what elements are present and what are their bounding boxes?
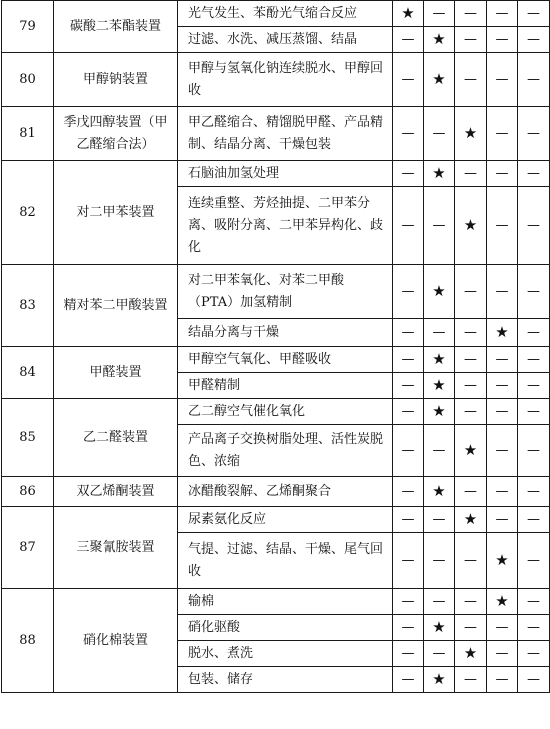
process-step: 硝化驱酸: [178, 615, 393, 641]
mark-cell: [393, 667, 424, 693]
dash-mark: —: [495, 217, 509, 233]
mark-cell: [487, 425, 518, 477]
dash-mark: —: [495, 125, 509, 141]
dash-mark: —: [432, 217, 446, 233]
mark-cell: [518, 53, 550, 107]
dash-mark: —: [495, 511, 509, 527]
mark-cell: [455, 265, 487, 319]
dash-mark: —: [527, 442, 540, 458]
row-number: 85: [2, 399, 54, 477]
mark-cell: [518, 347, 550, 373]
process-step: 冰醋酸裂解、乙烯酮聚合: [178, 477, 393, 507]
dash-mark: —: [401, 645, 415, 661]
dash-mark: —: [495, 483, 509, 499]
mark-cell: [424, 107, 455, 161]
dash-mark: —: [527, 403, 540, 419]
dash-mark: —: [401, 351, 415, 367]
dash-mark: —: [432, 324, 446, 340]
star-icon: ★: [432, 29, 446, 48]
mark-cell: [487, 347, 518, 373]
mark-cell: [455, 507, 487, 533]
mark-cell: [518, 161, 550, 187]
dash-mark: —: [401, 483, 415, 499]
mark-cell: [518, 265, 550, 319]
mark-cell: [487, 641, 518, 667]
unit-name: 精对苯二甲酸装置: [54, 265, 178, 347]
dash-mark: —: [464, 324, 477, 340]
mark-cell: [424, 373, 455, 399]
mark-cell: [518, 1, 550, 27]
mark-cell: [487, 161, 518, 187]
process-step: 对二甲苯氧化、对苯二甲酸（PTA）加氢精制: [178, 265, 393, 319]
dash-mark: —: [527, 125, 540, 141]
dash-mark: —: [527, 619, 540, 635]
mark-cell: [487, 589, 518, 615]
dash-mark: —: [495, 442, 509, 458]
star-icon: ★: [432, 669, 446, 688]
star-icon: ★: [432, 69, 446, 88]
process-step: 连续重整、芳烃抽提、二甲苯分离、吸附分离、二甲苯异构化、歧化: [178, 187, 393, 265]
mark-cell: [455, 53, 487, 107]
mark-cell: [455, 667, 487, 693]
process-step: 产品离子交换树脂处理、活性炭脱色、浓缩: [178, 425, 393, 477]
table-row: [2, 161, 550, 187]
dash-mark: —: [495, 403, 509, 419]
mark-cell: [455, 641, 487, 667]
row-number: 82: [2, 161, 54, 265]
mark-cell: [518, 477, 550, 507]
mark-cell: [393, 319, 424, 347]
mark-cell: [424, 641, 455, 667]
process-step: 甲醛精制: [178, 373, 393, 399]
row-number: 79: [2, 1, 54, 53]
unit-name: 甲醇钠装置: [54, 53, 178, 107]
mark-cell: [393, 589, 424, 615]
dash-mark: —: [495, 671, 509, 687]
table-row: [2, 347, 550, 373]
unit-name: 双乙烯酮装置: [54, 477, 178, 507]
dash-mark: —: [432, 511, 446, 527]
row-number: 88: [2, 589, 54, 693]
dash-mark: —: [432, 593, 446, 609]
dash-mark: —: [432, 5, 446, 21]
process-step: 脱水、煮洗: [178, 641, 393, 667]
mark-cell: [393, 161, 424, 187]
dash-mark: —: [495, 619, 509, 635]
dash-mark: —: [464, 377, 477, 393]
mark-cell: [424, 425, 455, 477]
mark-cell: [393, 347, 424, 373]
dash-mark: —: [527, 71, 540, 87]
star-icon: ★: [432, 617, 446, 636]
mark-cell: [518, 425, 550, 477]
dash-mark: —: [527, 593, 540, 609]
star-icon: ★: [463, 509, 478, 528]
dash-mark: —: [464, 5, 477, 21]
mark-cell: [487, 27, 518, 53]
process-step: 气提、过滤、结晶、干燥、尾气回收: [178, 533, 393, 589]
mark-cell: [455, 161, 487, 187]
star-icon: ★: [432, 349, 446, 368]
dash-mark: —: [401, 71, 415, 87]
mark-cell: [487, 667, 518, 693]
mark-cell: [424, 399, 455, 425]
table-row: [2, 477, 550, 507]
dash-mark: —: [527, 351, 540, 367]
dash-mark: —: [464, 552, 477, 568]
mark-cell: [518, 27, 550, 53]
star-icon: ★: [495, 591, 509, 610]
mark-cell: [487, 187, 518, 265]
dash-mark: —: [527, 31, 540, 47]
mark-cell: [518, 507, 550, 533]
dash-mark: —: [432, 125, 446, 141]
process-step: 尿素氨化反应: [178, 507, 393, 533]
mark-cell: [487, 399, 518, 425]
mark-cell: [393, 107, 424, 161]
row-number: 87: [2, 507, 54, 589]
mark-cell: [487, 507, 518, 533]
dash-mark: —: [527, 483, 540, 499]
process-step: 输棉: [178, 589, 393, 615]
mark-cell: [518, 533, 550, 589]
process-step: 乙二醇空气催化氧化: [178, 399, 393, 425]
dash-mark: —: [432, 442, 446, 458]
mark-cell: [393, 615, 424, 641]
mark-cell: [393, 507, 424, 533]
table-row: [2, 53, 550, 107]
star-icon: ★: [432, 163, 446, 182]
unit-name: 对二甲苯装置: [54, 161, 178, 265]
mark-cell: [424, 507, 455, 533]
dash-mark: —: [495, 165, 509, 181]
mark-cell: [424, 319, 455, 347]
table-row: [2, 265, 550, 319]
mark-cell: [393, 1, 424, 27]
mark-cell: [487, 107, 518, 161]
mark-cell: [424, 27, 455, 53]
dash-mark: —: [495, 377, 509, 393]
mark-cell: [455, 27, 487, 53]
unit-name: 三聚氰胺装置: [54, 507, 178, 589]
process-step: 甲醇与氢氧化钠连续脱水、甲醇回收: [178, 53, 393, 107]
mark-cell: [455, 399, 487, 425]
mark-cell: [455, 425, 487, 477]
dash-mark: —: [401, 442, 415, 458]
mark-cell: [455, 477, 487, 507]
mark-cell: [518, 399, 550, 425]
unit-name: 甲醛装置: [54, 347, 178, 399]
mark-cell: [393, 425, 424, 477]
mark-cell: [455, 533, 487, 589]
mark-cell: [424, 589, 455, 615]
star-icon: ★: [432, 401, 446, 420]
dash-mark: —: [527, 552, 540, 568]
dash-mark: —: [401, 671, 415, 687]
dash-mark: —: [464, 671, 477, 687]
mark-cell: [487, 265, 518, 319]
unit-name: 季戊四醇装置（甲乙醛缩合法）: [54, 107, 178, 161]
star-icon: ★: [463, 643, 478, 662]
dash-mark: —: [495, 283, 509, 299]
dash-mark: —: [527, 645, 540, 661]
mark-cell: [455, 615, 487, 641]
process-step: 结晶分离与干燥: [178, 319, 393, 347]
mark-cell: [455, 347, 487, 373]
mark-cell: [455, 589, 487, 615]
mark-cell: [424, 667, 455, 693]
row-number: 86: [2, 477, 54, 507]
table-row: [2, 107, 550, 161]
table-body: [2, 1, 550, 693]
process-step: 光气发生、苯酚光气缩合反应: [178, 1, 393, 27]
dash-mark: —: [464, 31, 477, 47]
row-number: 83: [2, 265, 54, 347]
mark-cell: [424, 615, 455, 641]
mark-cell: [455, 187, 487, 265]
mark-cell: [393, 477, 424, 507]
dash-mark: —: [401, 593, 415, 609]
star-icon: ★: [463, 215, 478, 234]
mark-cell: [393, 399, 424, 425]
star-icon: ★: [463, 440, 478, 459]
process-step: 包装、储存: [178, 667, 393, 693]
mark-cell: [455, 1, 487, 27]
mark-cell: [424, 1, 455, 27]
mark-cell: [487, 373, 518, 399]
dash-mark: —: [401, 619, 415, 635]
star-icon: ★: [495, 322, 509, 341]
dash-mark: —: [527, 283, 540, 299]
dash-mark: —: [464, 351, 477, 367]
mark-cell: [518, 187, 550, 265]
dash-mark: —: [401, 552, 415, 568]
dash-mark: —: [401, 324, 415, 340]
mark-cell: [455, 319, 487, 347]
mark-cell: [393, 265, 424, 319]
mark-cell: [393, 187, 424, 265]
mark-cell: [518, 641, 550, 667]
mark-cell: [424, 53, 455, 107]
dash-mark: —: [527, 324, 540, 340]
process-step: 甲乙醛缩合、精馏脱甲醛、产品精制、结晶分离、干燥包装: [178, 107, 393, 161]
dash-mark: —: [464, 593, 477, 609]
dash-mark: —: [527, 511, 540, 527]
process-step: 过滤、水洗、减压蒸馏、结晶: [178, 27, 393, 53]
dash-mark: —: [495, 31, 509, 47]
mark-cell: [518, 373, 550, 399]
dash-mark: —: [527, 217, 540, 233]
dash-mark: —: [401, 511, 415, 527]
table-row: [2, 399, 550, 425]
mark-cell: [487, 533, 518, 589]
process-step: 石脑油加氢处理: [178, 161, 393, 187]
dash-mark: —: [432, 645, 446, 661]
dash-mark: —: [464, 283, 477, 299]
process-step: 甲醇空气氧化、甲醛吸收: [178, 347, 393, 373]
dash-mark: —: [401, 403, 415, 419]
dash-mark: —: [495, 351, 509, 367]
dash-mark: —: [495, 5, 509, 21]
dash-mark: —: [527, 377, 540, 393]
dash-mark: —: [464, 403, 477, 419]
mark-cell: [455, 107, 487, 161]
mark-cell: [393, 53, 424, 107]
star-icon: ★: [432, 375, 446, 394]
dash-mark: —: [401, 165, 415, 181]
dash-mark: —: [495, 71, 509, 87]
dash-mark: —: [464, 483, 477, 499]
mark-cell: [518, 107, 550, 161]
mark-cell: [487, 477, 518, 507]
mark-cell: [424, 187, 455, 265]
mark-cell: [518, 589, 550, 615]
row-number: 84: [2, 347, 54, 399]
dash-mark: —: [401, 217, 415, 233]
table-row: [2, 507, 550, 533]
dash-mark: —: [464, 619, 477, 635]
mark-cell: [424, 477, 455, 507]
star-icon: ★: [401, 3, 415, 22]
mark-cell: [393, 373, 424, 399]
mark-cell: [424, 347, 455, 373]
dash-mark: —: [527, 5, 540, 21]
mark-cell: [424, 265, 455, 319]
mark-cell: [393, 27, 424, 53]
mark-cell: [487, 1, 518, 27]
unit-name: 乙二醛装置: [54, 399, 178, 477]
mark-cell: [424, 161, 455, 187]
row-number: 81: [2, 107, 54, 161]
mark-cell: [518, 615, 550, 641]
mark-cell: [518, 319, 550, 347]
dash-mark: —: [401, 125, 415, 141]
dash-mark: —: [464, 71, 477, 87]
dash-mark: —: [464, 165, 477, 181]
star-icon: ★: [432, 281, 446, 300]
dash-mark: —: [527, 671, 540, 687]
row-number: 80: [2, 53, 54, 107]
mark-cell: [487, 615, 518, 641]
mark-cell: [393, 641, 424, 667]
mark-cell: [393, 533, 424, 589]
mark-cell: [518, 667, 550, 693]
dash-mark: —: [495, 645, 509, 661]
dash-mark: —: [401, 31, 415, 47]
table-row: [2, 589, 550, 615]
table-row: [2, 1, 550, 27]
hazard-classification-table: [1, 0, 550, 693]
star-icon: ★: [495, 550, 509, 569]
mark-cell: [455, 373, 487, 399]
mark-cell: [487, 53, 518, 107]
dash-mark: —: [401, 283, 415, 299]
dash-mark: —: [401, 377, 415, 393]
star-icon: ★: [432, 481, 446, 500]
unit-name: 硝化棉装置: [54, 589, 178, 693]
mark-cell: [424, 533, 455, 589]
star-icon: ★: [463, 123, 478, 142]
dash-mark: —: [432, 552, 446, 568]
dash-mark: —: [527, 165, 540, 181]
unit-name: 碳酸二苯酯装置: [54, 1, 178, 53]
mark-cell: [487, 319, 518, 347]
